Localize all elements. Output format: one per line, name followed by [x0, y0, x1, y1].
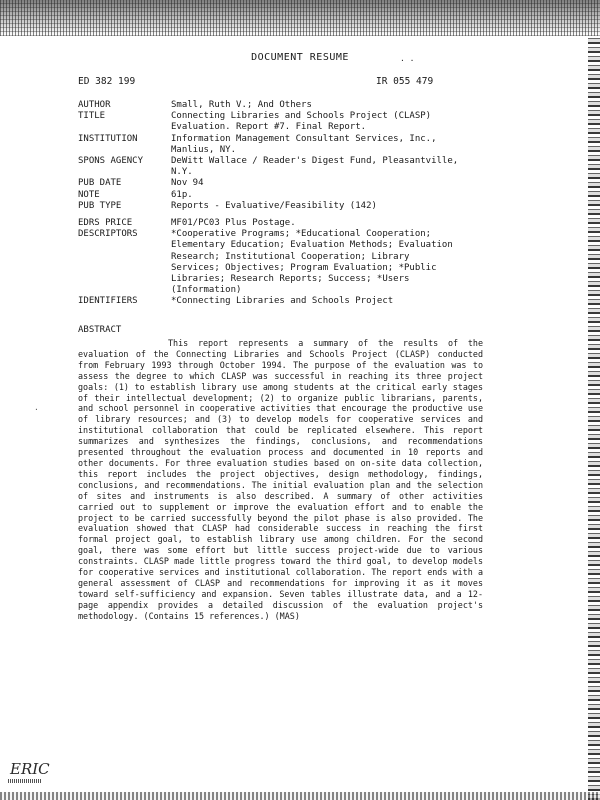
meta-row-edrs-price [78, 218, 488, 229]
meta-row-identifiers [78, 296, 488, 307]
meta-label: TITLE [78, 111, 106, 122]
ir-number: IR 055 479 [376, 76, 434, 87]
meta-label: NOTE [78, 189, 100, 200]
meta-value: Nov 94 [171, 178, 204, 189]
metadata-table [78, 100, 488, 308]
abstract-text: This report represents a summary of the results of the evaluation of the Connecting Libraries and Schools Project (CLASP) conducted from February 1993 through October 1994. The purpose of the evaluation was to assess the degree to which CLASP was successful in reaching its three project goals: (1) to establish library use among students at the critical early stages of their intellectual development; (2) to organize public librarians, parents, and school personnel in cooperative activities that encourage the productive use of library resources; and (3) to develop models for cooperative services and institutional collaboration that could be replicated elsewhere. This report summarizes and synthesizes the findings, conclusions, and recommendations presented throughout the evaluation process and documented in 10 reports and other documents. For three evaluation studies based on on-site data collection, this report includes the project objectives, design methodology, findings, conclusions, and recommendations. The initial evaluation plan and the selection of sites and instruments is also described. A summary of other activities carried out to supplement or improve the evaluation effort and to enable the project to be carried successfully beyond the pilot phase is also provided. The evaluation showed that CLASP had considerable success in reaching the first formal project goal, to establish library use among children. For the second goal, there was some effort but little success project-wide due to various constraints. CLASP made little progress toward the third goal, to develop models for cooperative services and institutional collaboration. The report ends with a general assessment of CLASP and recommendations for improving it as it moves toward self-sufficiency and expansion. Seven tables illustrate data, and a 12-page appendix provides a detailed discussion of the evaluation project's methodology. (Contains 15 references.) (MAS) [78, 338, 483, 621]
meta-row-institution [78, 134, 488, 156]
meta-label: DESCRIPTORS [78, 229, 138, 240]
meta-label: IDENTIFIERS [78, 296, 138, 307]
meta-label: PUB TYPE [78, 200, 122, 211]
meta-row-author [78, 100, 488, 111]
ed-number: ED 382 199 [78, 76, 136, 87]
meta-value: Connecting Libraries and Schools Project (CLASP) Evaluation. Report #7. Final Report. [171, 111, 432, 133]
meta-label: SPONS AGENCY [78, 156, 144, 167]
meta-value: Small, Ruth V.; And Others [171, 100, 312, 110]
eric-logo [8, 760, 50, 786]
abstract-heading: ABSTRACT [78, 325, 122, 335]
eric-logo-underline [8, 779, 42, 783]
scan-noise-top [0, 0, 600, 36]
meta-row-pub-type [78, 201, 488, 212]
scan-noise-bottom [0, 792, 600, 800]
meta-row-pub-date [78, 178, 488, 189]
stray-dot: · [34, 405, 39, 414]
meta-row-spons-agency [78, 156, 488, 178]
meta-row-descriptors [78, 229, 488, 296]
meta-value: Reports - Evaluative/Feasibility (142) [171, 200, 377, 211]
meta-value: *Connecting Libraries and Schools Project [171, 296, 394, 307]
meta-row-note [78, 190, 488, 201]
meta-value: DeWitt Wallace / Reader's Digest Fund, Pleasantville, N.Y. [171, 156, 459, 178]
meta-value: 61p. [171, 189, 193, 200]
meta-value: Information Management Consultant Services, Inc., Manlius, NY. [171, 133, 437, 155]
meta-value: *Cooperative Programs; *Educational Cooperation; Elementary Education; Evaluation Methods; Evaluation Research; Institutional Cooperation; Library Services; Objectives; Program Evaluation; *Public Libraries; Research Reports; Success; *Users (Information) [171, 229, 453, 296]
meta-row-title [78, 111, 488, 133]
meta-label: AUTHOR [78, 100, 111, 110]
stray-mark: · · [400, 56, 415, 65]
meta-label: EDRS PRICE [78, 218, 133, 229]
meta-label: PUB DATE [78, 178, 122, 189]
eric-logo-text: ERIC [10, 760, 50, 778]
meta-label: INSTITUTION [78, 133, 138, 144]
document-heading: DOCUMENT RESUME [251, 52, 349, 63]
meta-value: MF01/PC03 Plus Postage. [171, 218, 296, 229]
scan-edge-right [588, 36, 600, 800]
